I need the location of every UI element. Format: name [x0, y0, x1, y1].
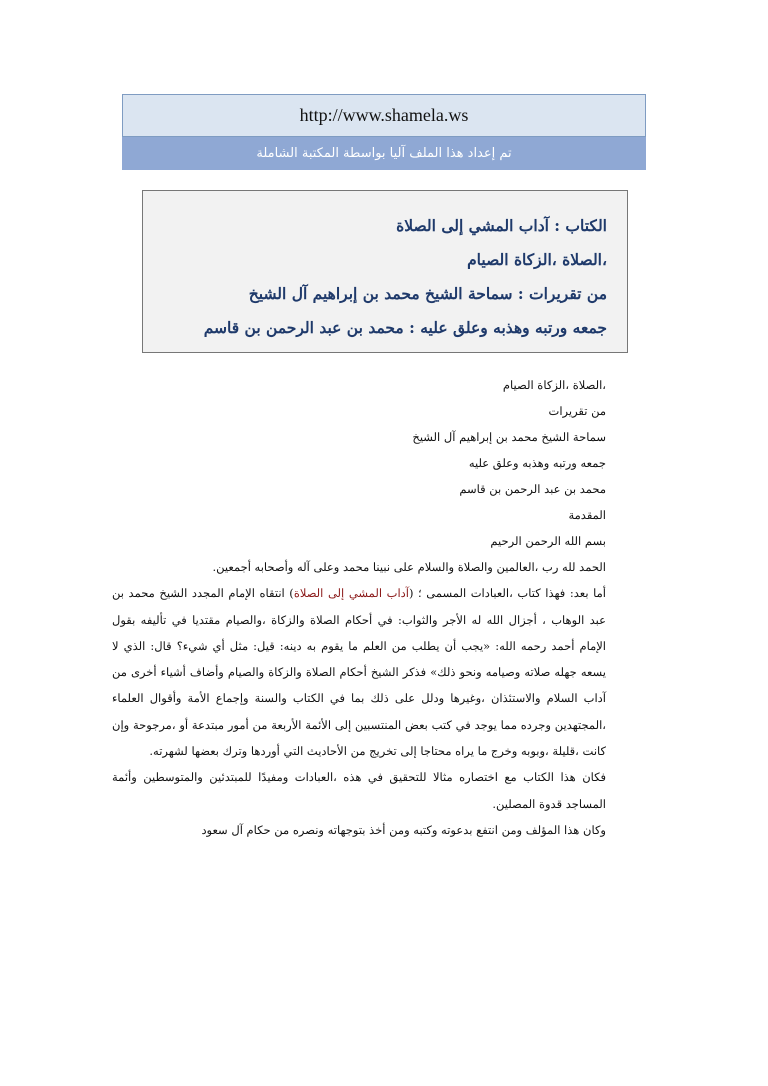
paragraph-praise: الحمد لله رب ،العالمين والصلاة والسلام على نبينا محمد وعلى آله وأصحابه أجمعين. [212, 560, 606, 574]
book-source-line: من تقريرات : سماحة الشيخ محمد بن إبراهيم آل الشيخ [248, 284, 607, 303]
paragraph-text-start: أما بعد: فهذا كتاب ،العبادات المسمى ؛ ( [408, 586, 606, 601]
body-subjects: ،الصلاة ،الزكاة الصيام [502, 378, 606, 392]
paragraph-book-description [112, 580, 606, 764]
paragraph-author: وكان هذا المؤلف ومن انتفع بدعوته وكتبه ومن أخذ بتوجهاته ونصره من حكام آل سعود [201, 822, 606, 837]
book-subjects-line: ،الصلاة ،الزكاة الصيام [467, 250, 607, 269]
body-compiler-name: محمد بن عبد الرحمن بن قاسم [459, 482, 606, 496]
document-body [112, 372, 606, 843]
book-compiler-line: جمعه ورتبه وهذبه وعلق عليه : محمد بن عبد الرحمن بن قاسم [203, 318, 607, 337]
body-from-reports: من تقريرات [548, 404, 606, 418]
source-url: http://www.shamela.ws [122, 94, 646, 137]
body-introduction-heading: المقدمة [568, 508, 606, 522]
body-compiled-by: جمعه ورتبه وهذبه وعلق عليه [468, 456, 606, 470]
paragraph-text-rest: ) انتقاه الإمام المجدد الشيخ محمد بن عبد الوهاب ، أجزال الله له الأجر والثواب: في أحكام الصلاة والزكاة ،والصيام مقتديا في تأليفه بقول الإمام أحمد رحمه الله: «يجب أن يطلب من العلم ما يقوم به دينه: قيل: مثل أي شيء؟ قال: الذي لا يسعه جهله صلاته وصيامه ونحو ذلك» فذكر الشيخ أحكام الصلاة والزكاة والصيام وأضاف أشياء أخرى من آداب السلام والاستئذان ،وغيرها ودلل على ذلك بما في الكتاب والسنة وإجماع الأمة وأقوال العلماء ،المجتهدين وجرده مما يوجد في كتب بعض المنتسبين إلى الأئمة الأربعة من أمور مبتدعة أو ،مرجوحة وإن كانت ،قليلة ،وبوبه وخرج ما يراه محتاجا إلى تخريج من الأحاديث التي أوردها وترك بعضها لشهرته. [112, 586, 606, 759]
book-info-box [142, 190, 628, 353]
body-basmala: بسم الله الرحمن الرحيم [490, 534, 606, 548]
shamela-banner: تم إعداد هذا الملف آليا بواسطة المكتبة الشاملة [122, 137, 646, 170]
body-sheikh-name: سماحة الشيخ محمد بن إبراهيم آل الشيخ [412, 430, 606, 444]
paragraph-book-merit: فكان هذا الكتاب مع اختصاره مثالا للتحقيق في هذه ،العبادات ومفيدًا للمبتدئين والمتوسطين وأئمة المساجد قدوة المصلين. [112, 770, 606, 811]
book-title-line: الكتاب : آداب المشي إلى الصلاة [396, 216, 607, 235]
book-title-reference: آداب المشي إلى الصلاة [293, 586, 409, 601]
